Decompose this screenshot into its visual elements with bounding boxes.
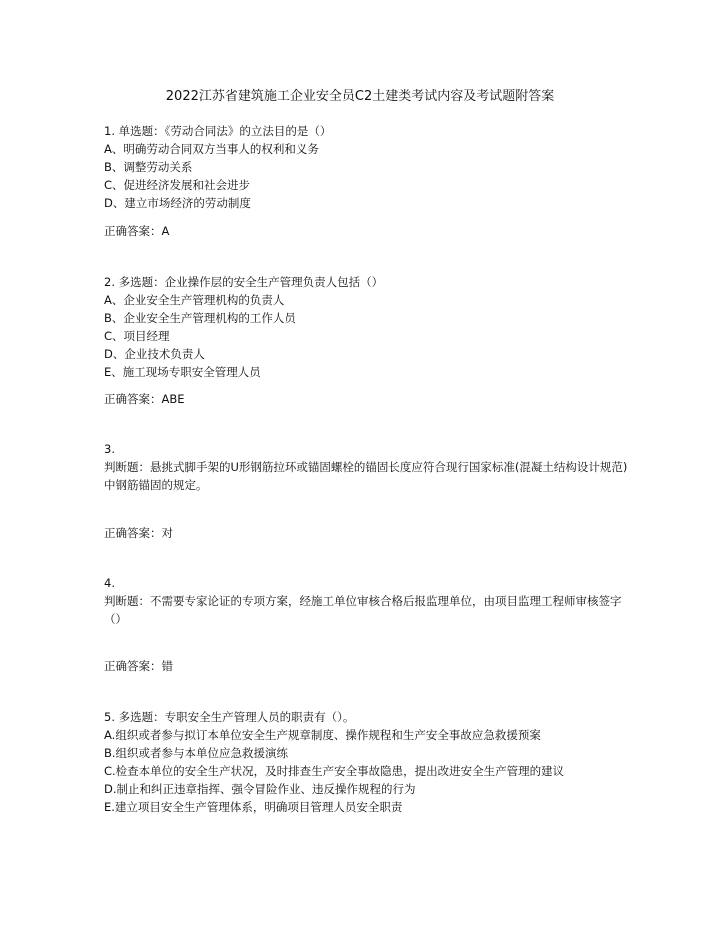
question-stem: 2. 多选题：企业操作层的安全生产管理负责人包括（） <box>104 275 384 289</box>
question-2 <box>104 273 634 381</box>
question-4 <box>104 574 634 628</box>
question-5 <box>104 708 634 816</box>
question-1 <box>104 122 634 212</box>
option: C、项目经理 <box>104 329 170 343</box>
answer-2: 正确答案：ABE <box>104 392 185 406</box>
question-stem: 判断题：不需要专家论证的专项方案，经施工单位审核合格后报监理单位，由项目监理工程师审核签字（） <box>104 594 622 626</box>
option: A、明确劳动合同双方当事人的权利和义务 <box>104 142 319 156</box>
question-3 <box>104 440 634 494</box>
document-title: 2022江苏省建筑施工企业安全员C2土建类考试内容及考试题附答案 <box>165 89 555 104</box>
answer-4: 正确答案：错 <box>104 659 173 673</box>
question-stem: 1. 单选题：《劳动合同法》的立法目的是（） <box>104 124 332 138</box>
option: A、企业安全生产管理机构的负责人 <box>104 293 285 307</box>
option: B、企业安全生产管理机构的工作人员 <box>104 311 296 325</box>
answer-3: 正确答案：对 <box>104 526 173 540</box>
option: D、企业技术负责人 <box>104 347 205 361</box>
option: B、调整劳动关系 <box>104 160 193 174</box>
option: C、促进经济发展和社会进步 <box>104 178 251 192</box>
option: B.组织或者参与本单位应急救援演练 <box>104 746 289 760</box>
question-number: 4. <box>104 576 115 590</box>
option: D.制止和纠正违章指挥、强令冒险作业、违反操作规程的行为 <box>104 782 416 796</box>
option: D、建立市场经济的劳动制度 <box>104 196 251 210</box>
question-stem: 判断题：悬挑式脚手架的U形钢筋拉环或锚固螺栓的锚固长度应符合现行国家标准(混凝土结构设计规范)中钢筋锚固的规定。 <box>104 460 628 492</box>
option: A.组织或者参与拟订本单位安全生产规章制度、操作规程和生产安全事故应急救援预案 <box>104 728 541 742</box>
option: C.检查本单位的安全生产状况，及时排查生产安全事故隐患，提出改进安全生产管理的建议 <box>104 764 565 778</box>
answer-1: 正确答案：A <box>104 224 170 238</box>
question-number: 3. <box>104 442 115 456</box>
option: E.建立项目安全生产管理体系，明确项目管理人员安全职责 <box>104 800 403 814</box>
option: E、施工现场专职安全管理人员 <box>104 365 261 379</box>
question-stem: 5. 多选题：专职安全生产管理人员的职责有（）。 <box>104 710 355 724</box>
